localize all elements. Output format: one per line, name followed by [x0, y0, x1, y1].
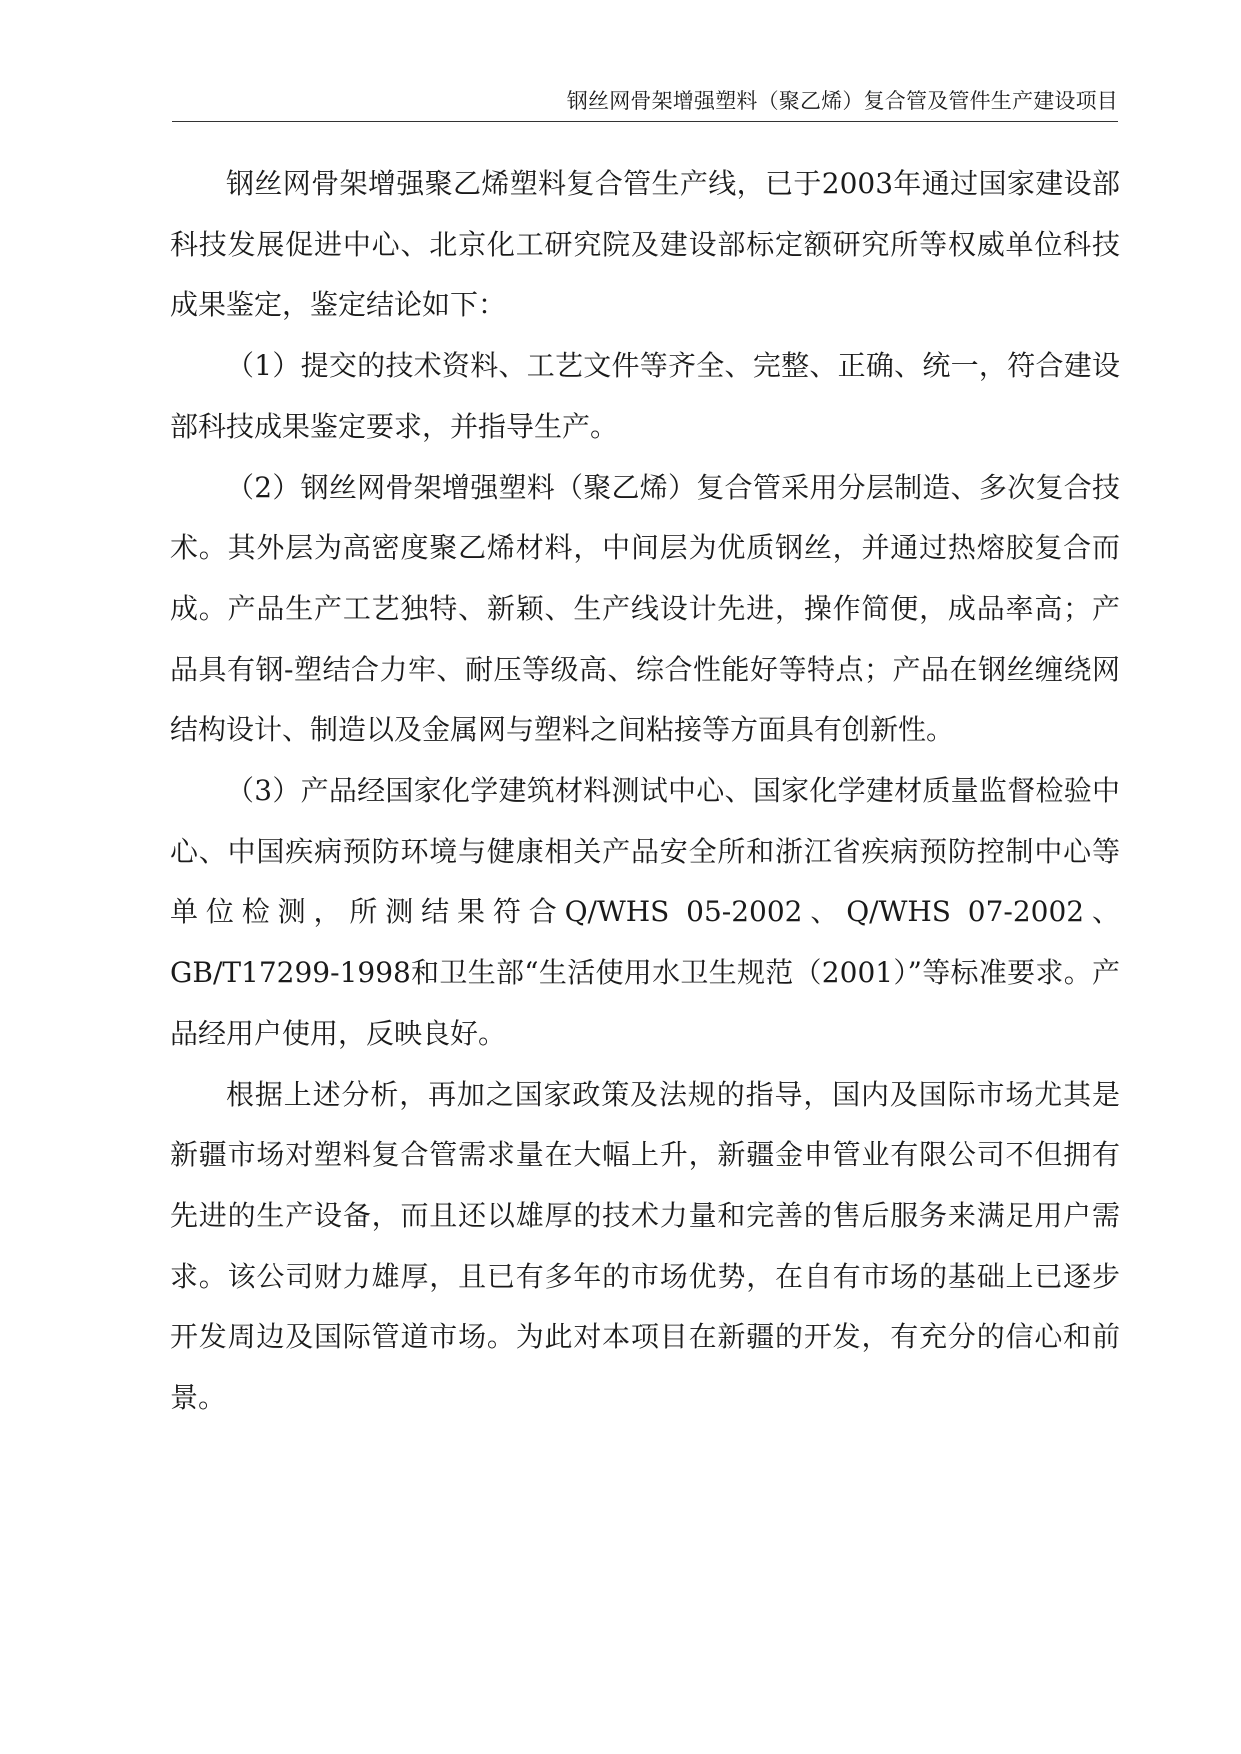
paragraph-conclusion-2: （2）钢丝网骨架增强塑料（聚乙烯）复合管采用分层制造、多次复合技术。其外层为高密度聚乙烯材料，中间层为优质钢丝，并通过热熔胶复合而成。产品生产工艺独特、新颖、生产线设计先进，操作简便，成品率高；产品具有钢-塑结合力牢、耐压等级高、综合性能好等特点；产品在钢丝缠绕网结构设计、制造以及金属网与塑料之间粘接等方面具有创新性。 [170, 470, 1120, 747]
paragraph-intro: 钢丝网骨架增强聚乙烯塑料复合管生产线，已于2003年通过国家建设部科技发展促进中心、北京化工研究院及建设部标定额研究所等权威单位科技成果鉴定，鉴定结论如下： [170, 167, 1120, 322]
paragraph-market-analysis: 根据上述分析，再加之国家政策及法规的指导，国内及国际市场尤其是新疆市场对塑料复合管需求量在大幅上升，新疆金申管业有限公司不但拥有先进的生产设备，而且还以雄厚的技术力量和完善的售后服务来满足用户需求。该公司财力雄厚，且已有多年的市场优势，在自有市场的基础上已逐步开发周边及国际管道市场。为此对本项目在新疆的开发，有充分的信心和前景。 [170, 1077, 1120, 1415]
paragraph-conclusion-3: （3）产品经国家化学建筑材料测试中心、国家化学建材质量监督检验中心、中国疾病预防环境与健康相关产品安全所和浙江省疾病预防控制中心等单位检测，所测结果符合Q/WHS 05-2002、Q/WHS 07-2002、GB/T17299-1998和卫生部“生活使用水卫生规范（2001）”等标准要求。产品经用户使用，反映良好。 [170, 774, 1120, 1050]
header-rule [172, 121, 1118, 122]
paragraph-conclusion-1: （1）提交的技术资料、工艺文件等齐全、完整、正确、统一，符合建设部科技成果鉴定要求，并指导生产。 [170, 349, 1120, 443]
running-header: 钢丝网骨架增强塑料（聚乙烯）复合管及管件生产建设项目 [566, 89, 1118, 113]
document-body [170, 154, 1120, 1429]
